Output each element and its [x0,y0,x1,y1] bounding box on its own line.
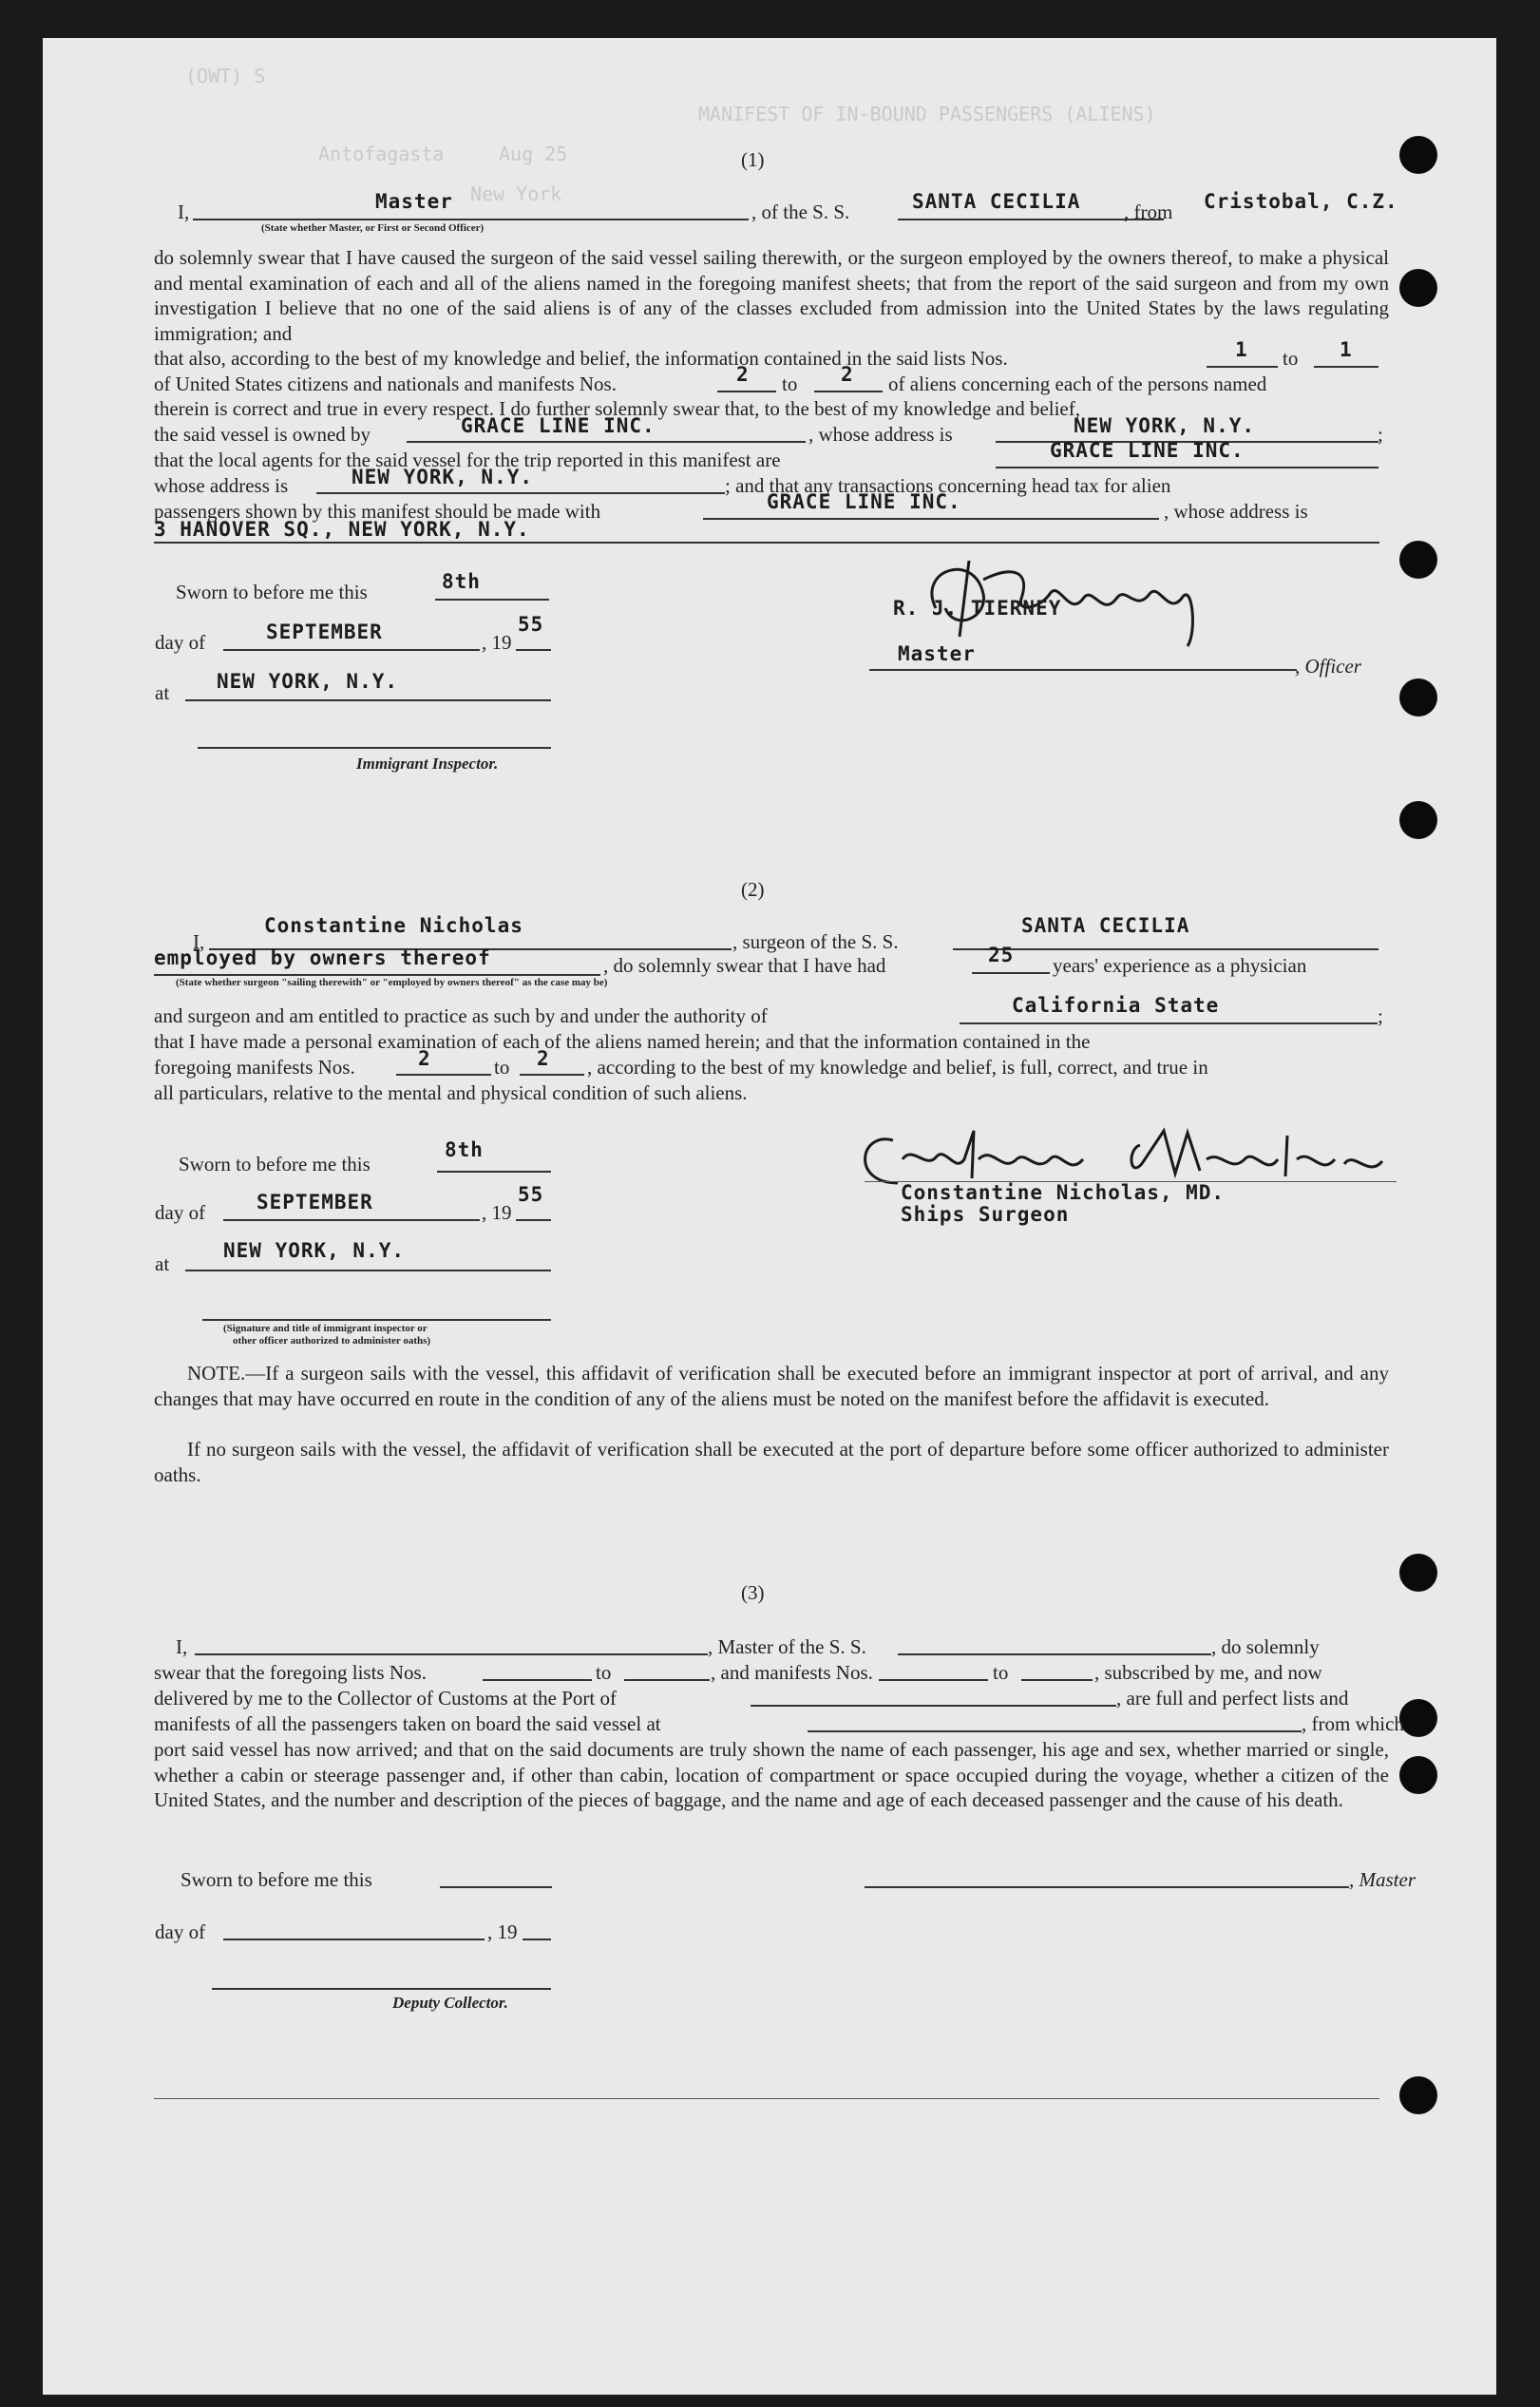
from-label: , from [1124,201,1173,223]
vessel-owner: GRACE LINE INC. [461,414,656,437]
manifest-number-to: 2 [537,1047,550,1070]
practice-authority: California State [1012,994,1220,1017]
boarding-port-line [808,1730,1302,1732]
capacity-value: Master [375,190,453,213]
manifest-number-from: 2 [736,363,750,386]
sworn-place: NEW YORK, N.Y. [223,1239,406,1262]
aliens-clause: of aliens concerning each of the persons named [888,373,1267,395]
month-line [223,649,480,651]
swear-clause: , do solemnly swear that I have had [603,954,886,977]
master-oath-text: do solemnly swear that I have caused the surgeon of the said vessel sailing therewith, or the surgeon employed by the owners thereof, to make a physical and mental examination of each and all of the aliens named in the foregoing manifest sheets; that from the report of the said surgeon and from my own investigation I believe that no one of the said aliens is of any of the classes excluded from admission into the United States by the laws regulating immigration; and [154,246,1389,345]
punch-hole [1399,1554,1437,1592]
inspector-signature-line [198,747,551,749]
semicolon: ; [1378,1004,1383,1027]
agents-address-label: whose address is [154,474,289,497]
authority-line [960,1022,1378,1024]
section-number: (3) [741,1581,765,1604]
manifest-to-line [814,391,883,392]
punch-hole [1399,136,1437,174]
boarding-clause: manifests of all the passengers taken on board the said vessel at [154,1712,661,1735]
surgeon-title: Ships Surgeon [901,1203,1070,1226]
manifests-label: , and manifests Nos. [711,1661,873,1684]
collector-clause: delivered by me to the Collector of Customs at the Port of [154,1687,617,1710]
owner-clause: the said vessel is owned by [154,423,371,446]
sworn-label: Sworn to before me this [176,581,368,603]
vessel-name: SANTA CECILIA [1021,914,1190,937]
section-number: (2) [741,878,765,901]
sworn-month: SEPTEMBER [257,1191,373,1213]
port-line [751,1705,1116,1707]
head-tax-company: GRACE LINE INC. [767,490,961,513]
manifest-to-line [520,1074,584,1076]
pronoun: I, [176,1635,188,1658]
year-line [523,1939,551,1940]
examination-clause: that I have made a personal examination of each of the aliens named herein; and that the information contained in the [154,1030,1091,1053]
punch-hole [1399,541,1437,579]
bleed-through-form-code: (OWT) S [185,65,266,87]
list-number-from: 1 [1235,338,1248,361]
punch-hole [1399,2076,1437,2114]
agents-line [996,467,1378,468]
month-line [223,1939,485,1940]
head-tax-clause: ; and that any transactions concerning head tax for alien [725,474,1171,497]
bleed-through-port: Antofagasta [318,143,445,165]
from-which-label: , from which [1302,1712,1404,1735]
list-number-to: 1 [1340,338,1353,361]
year-line [516,649,551,651]
manifest-from-line [879,1679,988,1681]
master-typed-name: R. J. TIERNEY [893,597,1062,620]
solemnly-label: , do solemnly [1211,1635,1320,1658]
manifest-from-line [717,391,776,392]
sworn-year: 55 [518,1183,544,1206]
agents-address-line [316,492,725,494]
sworn-day-line [435,599,549,601]
sworn-day: 8th [445,1138,484,1161]
bottom-rule [154,2098,1379,2099]
sworn-year: 55 [518,613,544,636]
note-paragraph: NOTE.—If a surgeon sails with the vessel, this affidavit of verification shall be executed before an immigrant inspector at port of arrival, and any changes that may have occurred en route in the condition of any of the aliens must be noted on the manifest before the affidavit is executed. [154,1362,1389,1410]
of-ss-label: , of the S. S. [751,201,850,223]
deputy-caption: Deputy Collector. [392,1994,508,2012]
owner-address-label: , whose address is [808,423,953,446]
manifest-from-line [396,1074,491,1076]
sworn-label: Sworn to before me this [179,1153,371,1175]
sworn-day-line [440,1886,552,1888]
place-line [185,699,551,701]
capacity-line [193,219,749,220]
surgeon-of-label: , surgeon of the S. S. [732,930,899,953]
lists-clause: swear that the foregoing lists Nos. [154,1661,427,1684]
witness-caption: (Signature and title of immigrant inspector or [223,1323,428,1334]
sworn-place: NEW YORK, N.Y. [217,670,399,693]
master-of-label: , Master of the S. S. [708,1635,866,1658]
bleed-through-manifest-title: MANIFEST OF IN-BOUND PASSENGERS (ALIENS) [698,103,1156,125]
full-perfect-clause: , are full and perfect lists and [1116,1687,1349,1710]
to-label: to [782,373,798,395]
vessel-line [898,1653,1211,1655]
punch-hole [1399,678,1437,716]
officer-line [869,669,1297,671]
manifest-number-to: 2 [841,363,854,386]
to-label: to [494,1056,510,1079]
semicolon: ; [1378,423,1383,446]
deputy-signature-line [212,1988,551,1990]
solemn-clause: therein is correct and true in every respect. I do further solemnly swear that, to the best of my knowledge and belief, [154,397,1080,420]
head-tax-company-line [703,518,1159,520]
pronoun: I, [178,201,190,223]
employment-line [154,974,600,976]
master-label: , Master [1349,1868,1416,1891]
authority-clause: and surgeon and am entitled to practice as such by and under the authority of [154,1004,768,1027]
head-tax-address: 3 HANOVER SQ., NEW YORK, N.Y. [154,518,530,541]
punch-hole [1399,269,1437,307]
sworn-month: SEPTEMBER [266,621,383,643]
master-signature-line [865,1886,1349,1888]
manifests-clause: of United States citizens and nationals and manifests Nos. [154,373,617,395]
list-from-line [1207,366,1278,368]
note-paragraph: If no surgeon sails with the vessel, the affidavit of verification shall be executed at the port of departure before some officer authorized to administer oaths. [154,1438,1389,1486]
owner-address: NEW YORK, N.Y. [1074,414,1256,437]
officer-label: , Officer [1295,655,1361,678]
month-line [223,1219,480,1221]
manifests-clause: foregoing manifests Nos. [154,1056,355,1079]
list-from-line [483,1679,592,1681]
manifest-page [43,38,1496,2395]
capacity-instruction: (State whether Master, or First or Second Officer) [261,222,485,234]
sworn-day: 8th [442,570,481,593]
officer-title: Master [898,642,976,665]
at-label: at [155,1252,170,1275]
year-line [516,1219,551,1221]
master-name-line [195,1653,708,1655]
punch-hole [1399,1699,1437,1737]
place-line [185,1270,551,1271]
to-label: to [1283,347,1299,370]
section-number: (1) [741,148,765,171]
witness-caption: other officer authorized to administer oaths) [233,1335,431,1347]
surgeon-name: Constantine Nicholas [264,914,523,937]
bleed-through-destination: New York [470,182,562,205]
pronoun: I, [193,930,205,953]
sworn-label: Sworn to before me this [181,1868,372,1891]
manifest-number-from: 2 [418,1047,431,1070]
years-line [972,972,1050,974]
year-prefix: , 19 [487,1920,518,1943]
surgeon-typed-name: Constantine Nicholas, MD. [901,1181,1226,1204]
list-to-line [1314,366,1378,368]
lists-clause: that also, according to the best of my knowledge and belief, the information contained in the said lists Nos. [154,347,1008,370]
to-label: to [993,1661,1009,1684]
at-label: at [155,681,170,704]
punch-hole [1399,801,1437,839]
list-to-line [624,1679,710,1681]
correctness-clause: , according to the best of my knowledge and belief, is full, correct, and true in [587,1056,1208,1079]
particulars-clause: all particulars, relative to the mental and physical condition of such aliens. [154,1081,748,1104]
employment-status: employed by owners thereof [154,946,491,969]
agents-address: NEW YORK, N.Y. [352,466,534,488]
year-prefix: , 19 [482,631,512,654]
day-of-label: day of [155,1201,206,1224]
day-of-label: day of [155,1920,206,1943]
local-agents: GRACE LINE INC. [1050,439,1245,462]
inspector-caption: Immigrant Inspector. [356,755,499,773]
owner-line [407,441,806,443]
day-of-label: day of [155,631,206,654]
years-tail: years' experience as a physician [1053,954,1307,977]
passengers-clause: passengers shown by this manifest should be made with [154,500,601,523]
years-experience: 25 [988,944,1015,966]
manifest-to-line [1021,1679,1093,1681]
vessel-line [953,948,1378,950]
witness-signature-line [202,1319,551,1321]
subscribed-clause: , subscribed by me, and now [1094,1661,1322,1684]
punch-hole [1399,1756,1437,1794]
vessel-name: SANTA CECILIA [912,190,1081,213]
head-tax-address-label: , whose address is [1164,500,1308,523]
arrival-oath-text: port said vessel has now arrived; and that on the said documents are truly shown the name of each passenger, his age and sex, whether married or single, whether a cabin or steerage passenger and, if other than cabin, location of compartment or space occupied during the voyage, whether a citizen of the United States, and the number and description of the pieces of baggage, and the name and age of each deceased passenger and the cause of his death. [154,1738,1389,1812]
employment-instruction: (State whether surgeon "sailing therewith" or "employed by owners thereof" as the case may be) [176,977,608,988]
to-label: to [596,1661,612,1684]
year-prefix: , 19 [482,1201,512,1224]
bleed-through-date: Aug 25 [499,143,568,165]
agents-clause: that the local agents for the said vessel for the trip reported in this manifest are [154,449,781,471]
origin-port: Cristobal, C.Z. [1204,190,1398,213]
sworn-day-line [437,1171,551,1173]
